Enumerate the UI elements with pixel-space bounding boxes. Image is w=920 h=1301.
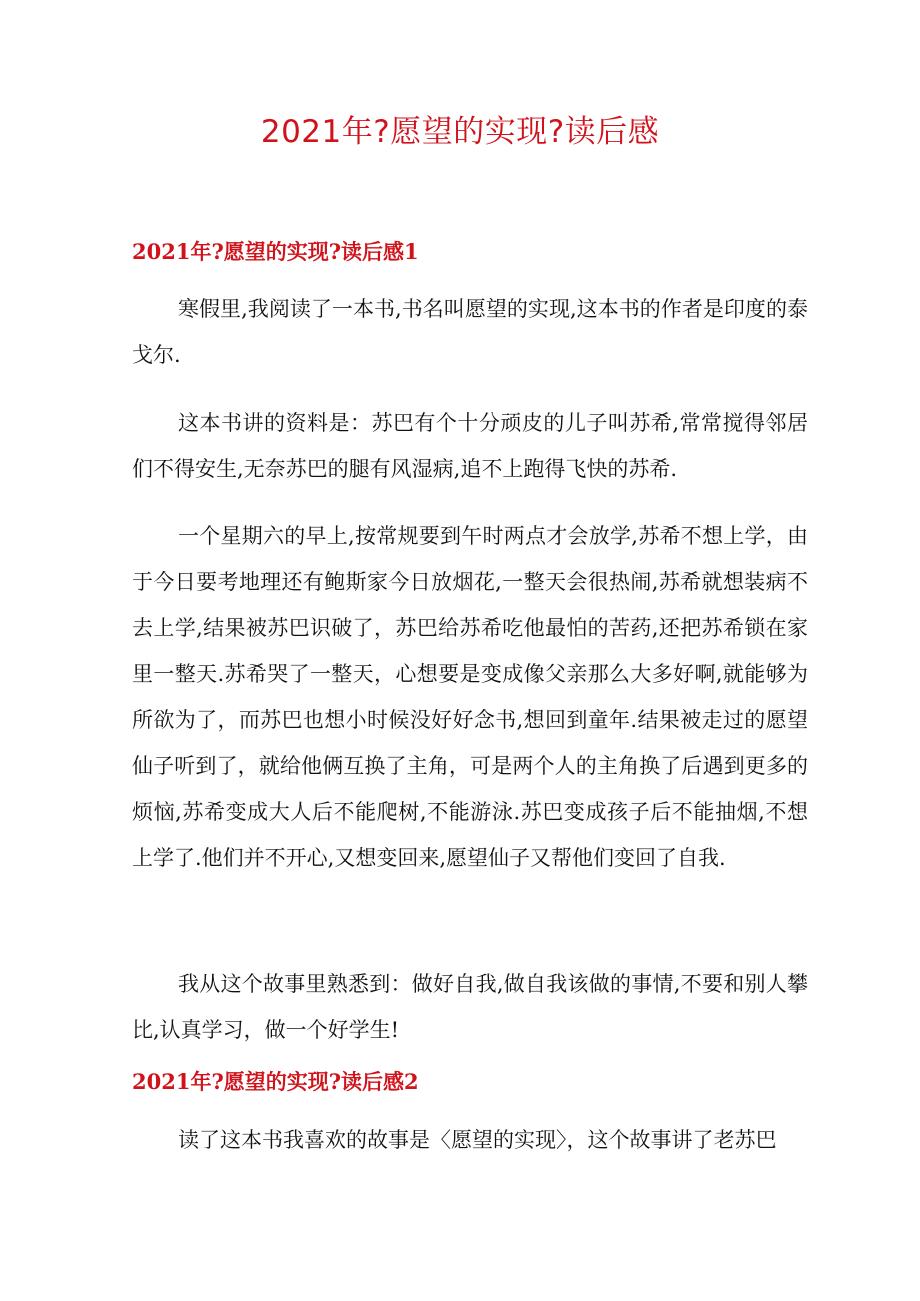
paragraph-2-1: 读了这本书我喜欢的故事是〈愿望的实现〉，这个故事讲了老苏巴 [178,1128,777,1152]
paragraph-1-1: 寒假里,我阅读了一本书,书名叫愿望的实现,这本书的作者是印度的泰戈尔. [132,297,808,367]
document-title: 2021年?愿望的实现?读后感 [260,114,660,150]
paragraph-1-2: 这本书讲的资料是：苏巴有个十分顽皮的儿子叫苏希,常常搅得邻居们不得安生,无奈苏巴的腿有风湿病,追不上跑得飞快的苏希. [132,411,808,481]
section-heading-1: 2021年?愿望的实现?读后感1 [132,239,419,264]
paragraph-1-3: 一个星期六的早上,按常规要到午时两点才会放学,苏希不想上学，由于今日要考地理还有鲍斯家今日放烟花,一整天会很热闹,苏希就想装病不去上学,结果被苏巴识破了，苏巴给苏希吃他最怕的苦药,还把苏希锁在家里一整天.苏希哭了一整天，心想要是变成像父亲那么大多好啊,就能够为所欲为了，而苏巴也想小时候没好好念书,想回到童年.结果被走过的愿望仙子听到了，就给他俩互换了主角，可是两个人的主角换了后遇到更多的烦恼,苏希变成大人后不能爬树,不能游泳.苏巴变成孩子后不能抽烟,不想上学了.他们并不开心,又想变回来,愿望仙子又帮他们变回了自我. [132,524,808,870]
section-heading-2: 2021年?愿望的实现?读后感2 [132,1069,419,1094]
paragraph-1-4: 我从这个故事里熟悉到：做好自我,做自我该做的事情,不要和别人攀比,认真学习，做一个好学生! [132,972,808,1042]
